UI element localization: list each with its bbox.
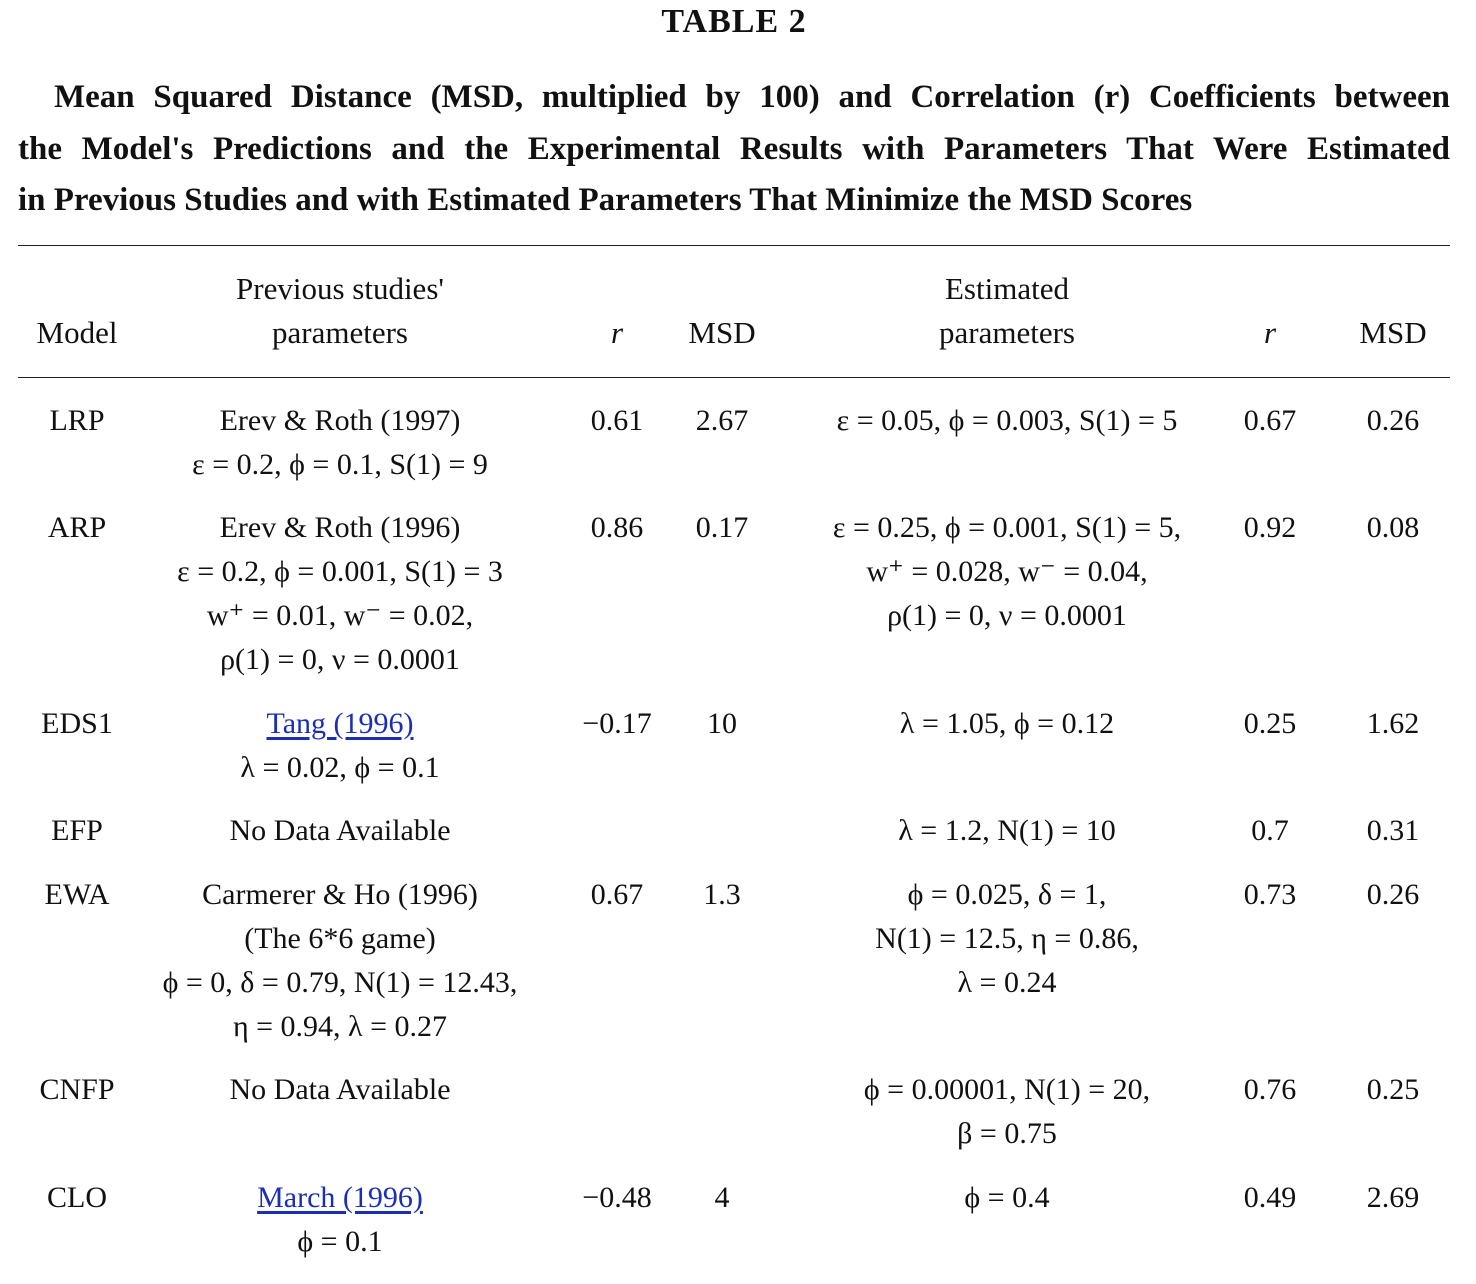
row-previous-parameters xyxy=(138,873,542,1049)
row-r-estimated: 0.92 xyxy=(1243,511,1297,544)
row-estimated-parameters xyxy=(800,399,1214,443)
param-line: λ = 1.2, N(1) = 10 xyxy=(898,814,1116,847)
row-r-previous: −0.48 xyxy=(582,1181,652,1214)
row-r-estimated: 0.49 xyxy=(1243,1181,1297,1214)
param-line: ϕ = 0.00001, N(1) = 20, xyxy=(863,1073,1151,1106)
param-line: w⁺ = 0.028, w⁻ = 0.04, xyxy=(866,555,1148,588)
header-previous-line-1: Previous studies' xyxy=(236,271,444,306)
param-line: λ = 0.24 xyxy=(957,966,1057,999)
param-line xyxy=(138,1176,542,1220)
row-r-previous: −0.17 xyxy=(582,707,652,740)
row-r-previous: 0.61 xyxy=(590,404,644,437)
row-msd-estimated: 0.31 xyxy=(1366,814,1420,847)
row-model: ARP xyxy=(47,511,107,544)
table-top-rule xyxy=(18,245,1450,246)
table-caption xyxy=(18,72,1450,227)
param-line: N(1) = 12.5, η = 0.86, xyxy=(875,922,1139,955)
row-previous-parameters xyxy=(138,1068,542,1112)
table-header-rule xyxy=(18,377,1450,378)
row-msd-estimated: 0.26 xyxy=(1366,404,1420,437)
row-estimated-parameters xyxy=(800,809,1214,853)
row-model: CNFP xyxy=(39,1073,115,1106)
row-previous-parameters xyxy=(138,702,542,790)
caption-line-2: the Model's Predictions and the Experimental Results with Parameters That Were Estimated xyxy=(18,130,1450,167)
caption-line-1: Mean Squared Distance (MSD, multiplied by 100) and Correlation (r) Coefficients between xyxy=(54,79,1450,115)
row-estimated-parameters xyxy=(800,506,1214,638)
header-estimated-parameters xyxy=(800,267,1214,355)
param-line: ρ(1) = 0, ν = 0.0001 xyxy=(887,599,1127,632)
param-line: ρ(1) = 0, ν = 0.0001 xyxy=(220,643,460,676)
row-msd-previous: 4 xyxy=(714,1181,730,1214)
header-estimated-line-2: parameters xyxy=(939,315,1075,350)
row-msd-estimated: 1.62 xyxy=(1366,707,1420,740)
row-r-estimated: 0.76 xyxy=(1243,1073,1297,1106)
row-previous-parameters xyxy=(138,1176,542,1264)
row-r-estimated: 0.67 xyxy=(1243,404,1297,437)
row-previous-parameters xyxy=(138,809,542,853)
header-previous-line-2: parameters xyxy=(272,315,408,350)
header-msd-estimated: MSD xyxy=(1359,315,1427,350)
param-line: λ = 0.02, ϕ = 0.1 xyxy=(240,751,440,784)
row-msd-previous: 1.3 xyxy=(703,878,741,911)
param-line: w⁺ = 0.01, w⁻ = 0.02, xyxy=(206,599,474,632)
param-line: ε = 0.05, ϕ = 0.003, S(1) = 5 xyxy=(836,404,1178,437)
row-msd-previous: 2.67 xyxy=(695,404,749,437)
param-line: λ = 1.05, ϕ = 0.12 xyxy=(899,707,1115,740)
header-model: Model xyxy=(36,315,118,350)
param-line: ε = 0.2, ϕ = 0.1, S(1) = 9 xyxy=(192,448,488,481)
reference-link-march-1996[interactable]: March (1996) xyxy=(257,1181,423,1214)
header-estimated-line-1: Estimated xyxy=(945,271,1069,306)
param-line: ϕ = 0.4 xyxy=(964,1181,1050,1214)
param-line: β = 0.75 xyxy=(957,1117,1057,1150)
param-line xyxy=(138,702,542,746)
param-line: ϕ = 0.025, δ = 1, xyxy=(907,878,1107,911)
row-model: CLO xyxy=(47,1181,107,1214)
row-msd-estimated: 2.69 xyxy=(1366,1181,1420,1214)
row-model: EWA xyxy=(44,878,110,911)
param-line: ε = 0.25, ϕ = 0.001, S(1) = 5, xyxy=(832,511,1182,544)
table-label: TABLE 2 xyxy=(661,3,807,40)
row-estimated-parameters xyxy=(800,702,1214,746)
row-previous-parameters xyxy=(138,506,542,682)
row-previous-parameters xyxy=(138,399,542,487)
row-r-estimated: 0.25 xyxy=(1243,707,1297,740)
row-estimated-parameters xyxy=(800,873,1214,1005)
header-previous-parameters xyxy=(138,267,542,355)
row-estimated-parameters xyxy=(800,1068,1214,1156)
param-line: No Data Available xyxy=(229,1073,451,1106)
row-r-previous: 0.67 xyxy=(590,878,644,911)
param-line: ϕ = 0, δ = 0.79, N(1) = 12.43, xyxy=(162,966,518,999)
header-r-previous: r xyxy=(610,315,624,350)
param-line: Carmerer & Ho (1996) xyxy=(202,878,478,911)
param-line: ϕ = 0.1 xyxy=(297,1225,383,1258)
param-line: (The 6*6 game) xyxy=(244,922,436,955)
row-msd-previous: 10 xyxy=(707,707,737,740)
row-msd-previous: 0.17 xyxy=(695,511,749,544)
row-msd-estimated: 0.25 xyxy=(1366,1073,1420,1106)
header-msd-previous: MSD xyxy=(688,315,756,350)
row-r-estimated: 0.73 xyxy=(1243,878,1297,911)
row-model: EDS1 xyxy=(41,707,113,740)
row-model: EFP xyxy=(51,814,103,847)
row-msd-estimated: 0.08 xyxy=(1366,511,1420,544)
row-msd-estimated: 0.26 xyxy=(1366,878,1420,911)
row-model: LRP xyxy=(49,404,105,437)
param-line: η = 0.94, λ = 0.27 xyxy=(232,1010,448,1043)
reference-link-tang-1996[interactable]: Tang (1996) xyxy=(266,707,414,740)
param-line: ε = 0.2, ϕ = 0.001, S(1) = 3 xyxy=(177,555,503,588)
caption-line-3: in Previous Studies and with Estimated Parameters That Minimize the MSD Scores xyxy=(18,182,1193,218)
header-r-estimated: r xyxy=(1263,315,1277,350)
param-line: No Data Available xyxy=(229,814,451,847)
row-r-estimated: 0.7 xyxy=(1251,814,1289,847)
param-line: Erev & Roth (1996) xyxy=(219,511,461,544)
row-r-previous: 0.86 xyxy=(590,511,644,544)
row-estimated-parameters xyxy=(800,1176,1214,1220)
param-line: Erev & Roth (1997) xyxy=(219,404,461,437)
